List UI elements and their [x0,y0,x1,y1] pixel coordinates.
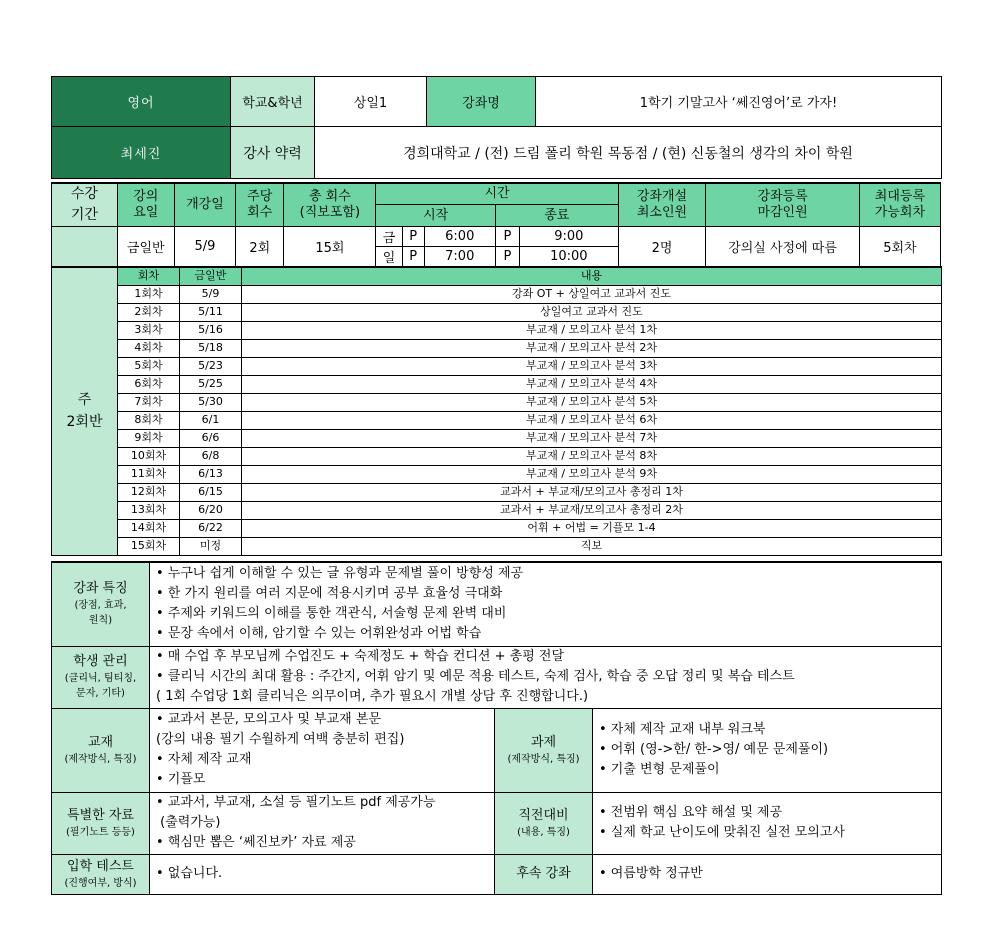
mgmt-label-cell [52,646,150,708]
schedule-row [52,321,942,339]
subject-title: 영어 [52,77,231,127]
period-min: 2명 [618,227,706,267]
schedule-date: 5/16 [180,321,242,339]
period-side-blank [52,227,118,267]
schedule-round: 2회차 [118,303,180,321]
schedule-row [52,519,942,537]
school-grade-label: 학교&학년 [231,77,315,127]
schedule-round: 5회차 [118,357,180,375]
schedule-date: 5/23 [180,357,242,375]
time-row-day: 금 [376,227,402,247]
material-item: • 교과서 본문, 모의고사 및 부교재 본문 [156,712,381,727]
schedule-content: 교과서 + 부교재/모의고사 총정리 2차 [242,501,942,519]
period-h-time-end: 종료 [495,205,618,227]
time-row-start: 7:00 [424,247,495,267]
prep-item: • 실제 학교 난이도에 맞춰진 실전 모의고사 [599,825,845,840]
time-row-ap: P [402,227,424,247]
schedule-row [52,537,942,555]
time-row-end: 10:00 [519,247,618,267]
schedule-row [52,483,942,501]
features-item: • 누구나 쉽게 이해할 수 있는 글 유형과 문제별 풀이 방향성 제공 [156,566,524,582]
schedule-h-content: 내용 [242,267,942,285]
schedule-content: 부교재 / 모의고사 분석 6차 [242,411,942,429]
hw-label-cell [495,708,593,792]
time-row-end: 9:00 [519,227,618,247]
schedule-date: 5/9 [180,285,242,303]
period-h-weekly: 주당 회수 [236,183,284,227]
schedule-side-label: 주 2회반 [52,267,118,555]
schedule-row [52,429,942,447]
schedule-row [52,501,942,519]
period-table [51,182,941,267]
schedule-row [52,393,942,411]
schedule-content: 부교재 / 모의고사 분석 4차 [242,375,942,393]
material-item: • 기플모 [156,772,206,787]
schedule-date: 6/22 [180,519,242,537]
schedule-round: 10회차 [118,447,180,465]
period-h-time-start: 시작 [376,205,495,227]
material-list [150,708,495,792]
schedule-date: 6/8 [180,447,242,465]
schedule-row [52,357,942,375]
schedule-date: 6/13 [180,465,242,483]
schedule-date: 6/6 [180,429,242,447]
schedule-table [51,266,942,556]
course-name-label: 강좌명 [427,77,536,127]
next-label: 후속 강좌 [495,854,593,894]
special-item: • 핵심만 뽑은 ‘쎄진보카’ 자료 제공 [156,835,356,850]
period-h-deadline: 강좌등록 마감인원 [706,183,859,227]
special-label-cell [52,792,150,854]
material-item: • 자체 제작 교재 [156,752,252,767]
features-label-cell [52,562,150,646]
schedule-content: 부교재 / 모의고사 분석 3차 [242,357,942,375]
schedule-round: 13회차 [118,501,180,519]
schedule-round: 3회차 [118,321,180,339]
period-h-total: 총 회수 (직보포함) [284,183,376,227]
mgmt-item: • 클리닉 시간의 최대 활용 : 주간지, 어휘 암기 및 예문 적용 테스트, 숙제 검사, 학습 중 오답 정리 및 복습 테스트 [156,669,795,684]
schedule-round: 4회차 [118,339,180,357]
schedule-content: 부교재 / 모의고사 분석 8차 [242,447,942,465]
career-label: 강사 약력 [231,127,315,179]
schedule-content: 직보 [242,537,942,555]
schedule-date: 6/20 [180,501,242,519]
schedule-content: 어휘 + 어법 = 기플모 1-4 [242,519,942,537]
period-side-label: 수강 기간 [52,183,118,227]
hw-sublabel: (제작방식, 특징) [507,753,580,765]
hw-item: • 자체 제작 교재 내부 워크북 [599,722,766,737]
time-row-start: 6:00 [424,227,495,247]
special-item: (출력가능) [156,815,221,830]
hw-item: • 기출 변형 문제풀이 [599,762,720,777]
period-day: 금일반 [117,227,174,267]
schedule-date: 5/25 [180,375,242,393]
info-table [51,561,942,895]
test-sublabel: (진행여부, 방식) [64,877,137,889]
features-item: • 한 가지 원리를 여러 지문에 적용시키며 공부 효율성 극대화 [156,586,503,602]
schedule-content: 부교재 / 모의고사 분석 7차 [242,429,942,447]
period-total: 15회 [284,227,376,267]
schedule-h-round: 회차 [118,267,180,285]
period-h-min: 강좌개설 최소인원 [618,183,706,227]
schedule-content: 상일여고 교과서 진도 [242,303,942,321]
time-row-ap: P [495,247,519,267]
special-sublabel: (필기노트 등등) [66,826,135,838]
schedule-round: 11회차 [118,465,180,483]
schedule-content: 부교재 / 모의고사 분석 1차 [242,321,942,339]
features-list [150,562,942,646]
mgmt-label: 학생 관리 [73,654,128,669]
special-label: 특별한 자료 [67,807,134,823]
period-max: 5회차 [859,227,940,267]
schedule-date: 6/1 [180,411,242,429]
time-row-ap: P [495,227,519,247]
special-list [150,792,495,854]
special-item: • 교과서, 부교재, 소설 등 필기노트 pdf 제공가능 [156,795,436,810]
schedule-row [52,465,942,483]
period-h-day: 강의 요일 [117,183,174,227]
schedule-date: 5/11 [180,303,242,321]
test-value: • 없습니다. [150,854,495,894]
teacher-name: 최세진 [52,127,231,179]
period-h-max: 최대등록 가능회차 [859,183,940,227]
mgmt-sublabel: (클리닉, 팀티칭, 문자, 기타) [64,673,137,699]
period-h-time: 시간 [376,183,618,205]
schedule-date: 5/18 [180,339,242,357]
next-value: • 여름방학 정규반 [593,854,942,894]
schedule-row [52,375,942,393]
schedule-round: 1회차 [118,285,180,303]
test-label-cell [52,854,150,894]
material-sublabel: (제작방식, 특징) [64,753,137,765]
schedule-content: 강좌 OT + 상일여고 교과서 진도 [242,285,942,303]
mgmt-item: • 매 수업 후 부모님께 수업진도 + 숙제정도 + 학습 컨디션 + 총평 전달 [156,649,565,664]
material-label-cell [52,708,150,792]
features-item: • 문장 속에서 이해, 암기할 수 있는 어휘완성과 어법 학습 [156,626,482,642]
schedule-date: 6/15 [180,483,242,501]
period-deadline: 강의실 사정에 따름 [706,227,859,267]
schedule-content: 부교재 / 모의고사 분석 9차 [242,465,942,483]
period-start: 5/9 [174,227,235,267]
schedule-round: 9회차 [118,429,180,447]
material-item: (강의 내용 필기 수월하게 여백 충분히 편집) [156,732,405,747]
schedule-round: 14회차 [118,519,180,537]
schedule-content: 교과서 + 부교재/모의고사 총정리 1차 [242,483,942,501]
schedule-round: 12회차 [118,483,180,501]
prep-list [593,792,942,854]
prep-item: • 전범위 핵심 요약 해설 및 제공 [599,805,783,820]
schedule-content: 부교재 / 모의고사 분석 2차 [242,339,942,357]
prep-label: 직전대비 [518,807,569,823]
time-row-ap: P [402,247,424,267]
mgmt-list [150,646,942,708]
hw-label: 과제 [530,734,557,750]
schedule-date: 5/30 [180,393,242,411]
material-label: 교재 [87,734,114,750]
features-sublabel: (장점, 효과, 원칙) [74,600,127,627]
time-row-day: 일 [376,247,402,267]
mgmt-item: ( 1회 수업당 1회 클리닉은 의무이며, 추가 필요시 개별 상담 후 진행합니다.) [156,689,589,704]
schedule-round: 6회차 [118,375,180,393]
schedule-round: 15회차 [118,537,180,555]
schedule-round: 7회차 [118,393,180,411]
header-table [51,76,942,179]
schedule-row [52,411,942,429]
schedule-content: 부교재 / 모의고사 분석 5차 [242,393,942,411]
hw-list [593,708,942,792]
test-label: 입학 테스트 [67,858,134,874]
schedule-row [52,447,942,465]
features-item: • 주제와 키워드의 이해를 통한 객관식, 서술형 문제 완벽 대비 [156,606,507,622]
features-label: 강좌 특징 [73,581,128,597]
period-weekly: 2회 [236,227,284,267]
schedule-round: 8회차 [118,411,180,429]
period-h-start: 개강일 [174,183,235,227]
schedule-row [52,285,942,303]
prep-sublabel: (내용, 특징) [517,826,570,838]
schedule-row [52,339,942,357]
course-name-value: 1학기 기말고사 ‘쎄진영어’로 가자! [536,77,942,127]
hw-item: • 어휘 (영->한/ 한->영/ 예문 문제풀이) [599,742,829,757]
prep-label-cell [495,792,593,854]
school-grade-value: 상일1 [315,77,427,127]
career-value: 경희대학교 / (전) 드림 폴리 학원 목동점 / (현) 신동철의 생각의 차이 학원 [315,127,942,179]
schedule-row [52,303,942,321]
schedule-h-date: 금일반 [180,267,242,285]
schedule-date: 미정 [180,537,242,555]
